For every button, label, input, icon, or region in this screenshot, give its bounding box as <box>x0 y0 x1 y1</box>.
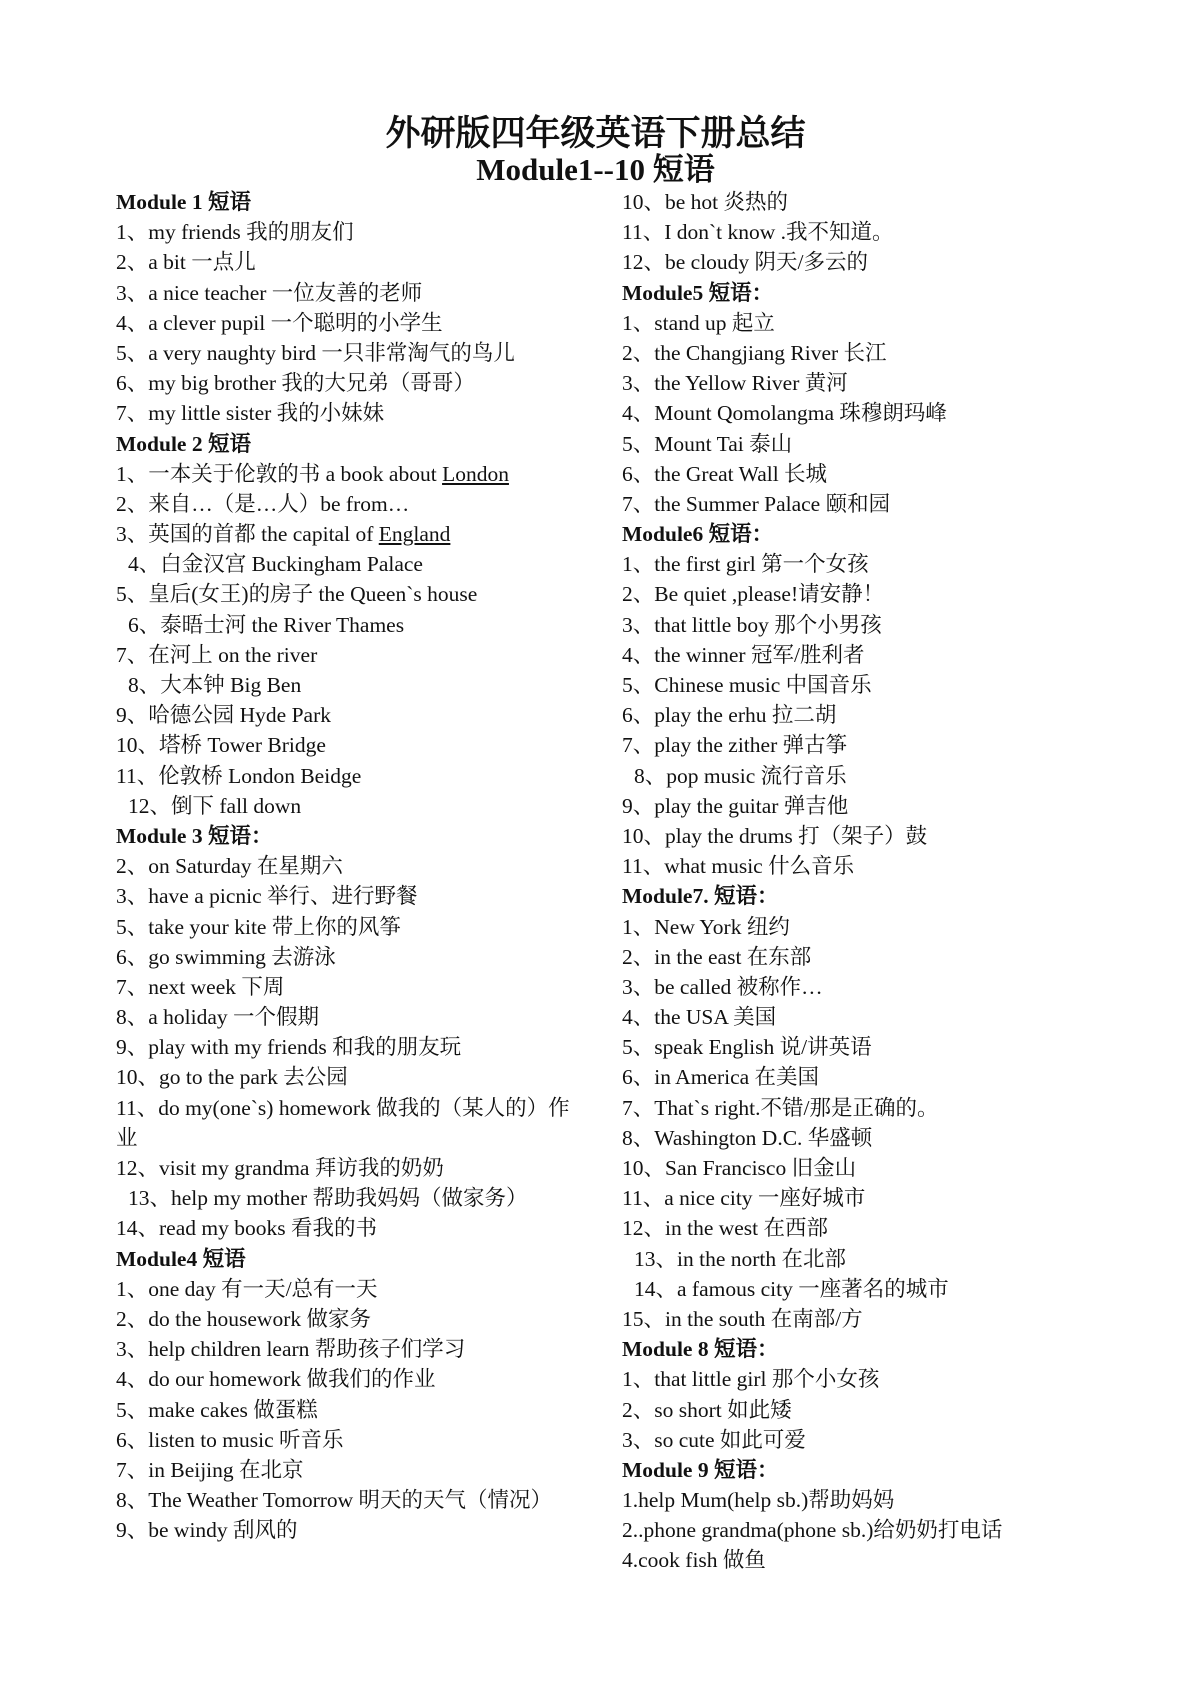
phrase-line <box>622 640 1102 670</box>
phrase-line <box>622 247 1102 277</box>
phrase-line <box>116 579 586 609</box>
line-text: 10、be hot 炎热的 <box>622 190 789 214</box>
phrase-line <box>116 1485 586 1515</box>
phrase-line <box>622 1213 1102 1243</box>
phrase-line <box>116 1213 586 1243</box>
line-text: 13、help my mother 帮助我妈妈（做家务） <box>128 1186 528 1211</box>
phrase-line <box>116 1183 586 1213</box>
underlined-text: London <box>442 461 509 486</box>
phrase-line <box>116 1304 586 1334</box>
phrase-line <box>622 912 1102 942</box>
phrase-line <box>622 368 1102 398</box>
line-text: 10、San Francisco 旧金山 <box>622 1156 857 1180</box>
line-text: 4、the winner 冠军/胜利者 <box>622 642 865 667</box>
module-heading <box>116 821 586 851</box>
line-text: 10、go to the park 去公园 <box>116 1065 348 1090</box>
phrase-line <box>622 489 1102 519</box>
document-subtitle: Module1--10 短语 <box>476 152 715 187</box>
phrase-line <box>116 1425 586 1455</box>
phrase-line <box>622 700 1102 730</box>
phrase-line <box>622 429 1102 459</box>
line-text: 14、a famous city 一座著名的城市 <box>634 1276 949 1301</box>
line-text: 3、help children learn 帮助孩子们学习 <box>116 1337 466 1362</box>
line-text: 1、one day 有一天/总有一天 <box>116 1276 378 1301</box>
line-text: 7、my little sister 我的小妹妹 <box>116 401 385 426</box>
phrase-line <box>622 187 1102 217</box>
line-text: 2、a bit 一点儿 <box>116 250 256 275</box>
phrase-line <box>116 459 586 489</box>
phrase-line <box>622 942 1102 972</box>
right-column <box>622 187 1102 1576</box>
phrase-line <box>622 1515 1102 1545</box>
phrase-line <box>116 308 586 338</box>
module-heading <box>116 187 586 217</box>
line-text: 7、in Beijing 在北京 <box>116 1457 304 1482</box>
line-text: 7、在河上 on the river <box>116 642 318 667</box>
phrase-line <box>116 1334 586 1364</box>
phrase-line <box>622 1395 1102 1425</box>
line-text: 3、so cute 如此可爱 <box>622 1427 806 1452</box>
phrase-line <box>622 1153 1102 1183</box>
line-text: 6、泰晤士河 the River Thames <box>128 612 405 637</box>
line-text: 6、go swimming 去游泳 <box>116 944 336 969</box>
line-text: 8、大本钟 Big Ben <box>128 673 302 697</box>
phrase-line <box>116 912 586 942</box>
line-text: 4、Mount Qomolangma 珠穆朗玛峰 <box>622 401 947 426</box>
line-text: 5、make cakes 做蛋糕 <box>116 1397 318 1422</box>
phrase-line <box>116 761 586 791</box>
phrase-line <box>116 700 586 730</box>
line-text: 2、Be quiet ,please!请安静！ <box>622 582 885 607</box>
phrase-line <box>116 1455 586 1485</box>
module-heading <box>622 278 1102 308</box>
phrase-line <box>622 972 1102 1002</box>
phrase-line <box>116 1364 586 1394</box>
phrase-line <box>116 610 586 640</box>
phrase-line <box>116 519 586 549</box>
line-text: 9、play with my friends 和我的朋友玩 <box>116 1035 462 1060</box>
line-text: 3、英国的首都 the capital of <box>116 522 379 547</box>
line-text: 7、the Summer Palace 颐和园 <box>622 491 891 516</box>
line-text: Module7. 短语： <box>622 884 779 909</box>
line-text: 6、play the erhu 拉二胡 <box>622 703 837 728</box>
phrase-line <box>116 247 586 277</box>
line-text: 1、my friends 我的朋友们 <box>116 220 354 245</box>
line-text: 11、do my(one`s) homework 做我的（某人的）作业 <box>116 1095 570 1150</box>
line-text: 8、a holiday 一个假期 <box>116 1005 320 1030</box>
phrase-line <box>622 1093 1102 1123</box>
line-text: Module 2 短语 <box>116 431 251 456</box>
line-text: 5、Chinese music 中国音乐 <box>622 673 872 697</box>
line-text: 11、a nice city 一座好城市 <box>622 1186 866 1211</box>
line-text: Module 3 短语： <box>116 823 273 848</box>
line-text: 1、stand up 起立 <box>622 310 775 335</box>
line-text: 1.help Mum(help sb.)帮助妈妈 <box>622 1488 895 1513</box>
line-text: 1、New York 纽约 <box>622 914 790 939</box>
phrase-line <box>622 610 1102 640</box>
document-title: 外研版四年级英语下册总结 <box>385 114 806 153</box>
line-text: 15、in the south 在南部/方 <box>622 1306 863 1331</box>
line-text: 7、play the zither 弹古筝 <box>622 733 848 758</box>
phrase-line <box>622 1032 1102 1062</box>
phrase-line <box>116 670 586 700</box>
line-text: 9、be windy 刮风的 <box>116 1518 298 1543</box>
line-text: Module5 短语： <box>622 280 774 305</box>
phrase-line <box>622 459 1102 489</box>
phrase-line <box>116 972 586 1002</box>
phrase-line <box>116 1515 586 1545</box>
phrase-line <box>116 640 586 670</box>
line-text: Module6 短语： <box>622 522 774 547</box>
module-heading <box>116 429 586 459</box>
module-heading <box>622 1455 1102 1485</box>
line-text: 8、pop music 流行音乐 <box>634 763 847 788</box>
phrase-line <box>622 1364 1102 1394</box>
left-column <box>116 187 586 1545</box>
line-text: 6、my big brother 我的大兄弟（哥哥） <box>116 371 475 396</box>
line-text: 9、哈德公园 Hyde Park <box>116 703 331 728</box>
phrase-line <box>622 1002 1102 1032</box>
phrase-line <box>622 821 1102 851</box>
phrase-line <box>116 338 586 368</box>
line-text: 12、in the west 在西部 <box>622 1216 829 1241</box>
phrase-line <box>622 338 1102 368</box>
phrase-line <box>622 1485 1102 1515</box>
line-text: 7、next week 下周 <box>116 974 285 999</box>
line-text: 4、the USA 美国 <box>622 1005 777 1030</box>
line-text: 4、a clever pupil 一个聪明的小学生 <box>116 310 443 335</box>
line-text: 5、皇后(女王)的房子 the Queen`s house <box>116 582 478 607</box>
underlined-text: England <box>378 522 451 547</box>
line-text: Module 1 短语 <box>116 190 251 214</box>
line-text: 2、do the housework 做家务 <box>116 1306 371 1331</box>
phrase-line <box>622 851 1102 881</box>
line-text: 3、a nice teacher 一位友善的老师 <box>116 280 423 305</box>
phrase-line <box>622 1123 1102 1153</box>
module-heading <box>622 519 1102 549</box>
phrase-line <box>116 398 586 428</box>
line-text: 3、have a picnic 举行、进行野餐 <box>116 884 418 909</box>
line-text: 7、That`s right.不错/那是正确的。 <box>622 1095 939 1120</box>
line-text: 1、the first girl 第一个女孩 <box>622 552 869 577</box>
line-text: Module4 短语 <box>116 1246 246 1271</box>
phrase-line <box>116 278 586 308</box>
line-text: 5、take your kite 带上你的风筝 <box>116 914 401 939</box>
line-text: 2、on Saturday 在星期六 <box>116 854 343 879</box>
phrase-line <box>622 579 1102 609</box>
line-text: 8、The Weather Tomorrow 明天的天气（情况） <box>116 1488 553 1513</box>
phrase-line <box>622 791 1102 821</box>
line-text: 2、in the east 在东部 <box>622 944 812 969</box>
phrase-line <box>116 368 586 398</box>
line-text: 14、read my books 看我的书 <box>116 1216 377 1241</box>
line-text: 11、what music 什么音乐 <box>622 854 855 879</box>
line-text: 2、so short 如此矮 <box>622 1397 792 1422</box>
line-text: 9、play the guitar 弹吉他 <box>622 793 849 818</box>
line-text: 3、be called 被称作… <box>622 974 823 999</box>
phrase-line <box>116 942 586 972</box>
phrase-line <box>622 1425 1102 1455</box>
phrase-line <box>116 549 586 579</box>
line-text: 10、塔桥 Tower Bridge <box>116 733 326 758</box>
phrase-line <box>116 1032 586 1062</box>
line-text: 10、play the drums 打（架子）鼓 <box>622 823 928 848</box>
phrase-line <box>622 549 1102 579</box>
line-text: 11、伦敦桥 London Beidge <box>116 763 362 788</box>
phrase-line <box>622 398 1102 428</box>
phrase-line <box>116 851 586 881</box>
line-text: 2、the Changjiang River 长江 <box>622 340 887 365</box>
line-text: 1、that little girl 那个小女孩 <box>622 1367 880 1392</box>
line-text: 6、in America 在美国 <box>622 1065 820 1090</box>
phrase-line <box>622 1183 1102 1213</box>
line-text: 4、白金汉宫 Buckingham Palace <box>128 552 423 577</box>
phrase-line <box>116 1153 586 1183</box>
module-heading <box>116 1244 586 1274</box>
phrase-line <box>116 1002 586 1032</box>
phrase-line <box>622 1304 1102 1334</box>
line-text: 1、一本关于伦敦的书 a book about <box>116 461 443 486</box>
phrase-line <box>116 1093 586 1153</box>
phrase-line <box>116 1062 586 1092</box>
line-text: 6、the Great Wall 长城 <box>622 461 828 486</box>
phrase-line <box>622 1244 1102 1274</box>
phrase-line <box>622 1545 1102 1575</box>
line-text: 8、Washington D.C. 华盛顿 <box>622 1125 873 1150</box>
line-text: 3、that little boy 那个小男孩 <box>622 612 882 637</box>
phrase-line <box>622 730 1102 760</box>
line-text: 5、a very naughty bird 一只非常淘气的鸟儿 <box>116 340 515 365</box>
module-heading <box>622 881 1102 911</box>
line-text: 3、the Yellow River 黄河 <box>622 371 848 396</box>
phrase-line <box>116 217 586 247</box>
phrase-line <box>116 881 586 911</box>
line-text: 12、visit my grandma 拜访我的奶奶 <box>116 1156 444 1181</box>
phrase-line <box>116 1395 586 1425</box>
phrase-line <box>622 1062 1102 1092</box>
line-text: 2..phone grandma(phone sb.)给奶奶打电话 <box>622 1518 1003 1543</box>
line-text: 11、I don`t know .我不知道。 <box>622 220 894 245</box>
phrase-line <box>622 670 1102 700</box>
line-text: 5、speak English 说/讲英语 <box>622 1035 872 1060</box>
line-text: 4.cook fish 做鱼 <box>622 1548 766 1573</box>
phrase-line <box>622 217 1102 247</box>
line-text: 12、be cloudy 阴天/多云的 <box>622 250 869 275</box>
line-text: 6、listen to music 听音乐 <box>116 1427 344 1452</box>
line-text: Module 8 短语： <box>622 1337 779 1362</box>
line-text: 5、Mount Tai 泰山 <box>622 431 793 456</box>
line-text: 12、倒下 fall down <box>128 793 302 818</box>
line-text: 4、do our homework 做我们的作业 <box>116 1367 436 1392</box>
line-text: Module 9 短语： <box>622 1457 779 1482</box>
phrase-line <box>116 730 586 760</box>
phrase-line <box>116 1274 586 1304</box>
line-text: 2、来自…（是…人）be from… <box>116 491 410 516</box>
module-heading <box>622 1334 1102 1364</box>
phrase-line <box>622 308 1102 338</box>
phrase-line <box>116 489 586 519</box>
phrase-line <box>116 791 586 821</box>
phrase-line <box>622 1274 1102 1304</box>
line-text: 13、in the north 在北部 <box>634 1246 846 1271</box>
phrase-line <box>622 761 1102 791</box>
